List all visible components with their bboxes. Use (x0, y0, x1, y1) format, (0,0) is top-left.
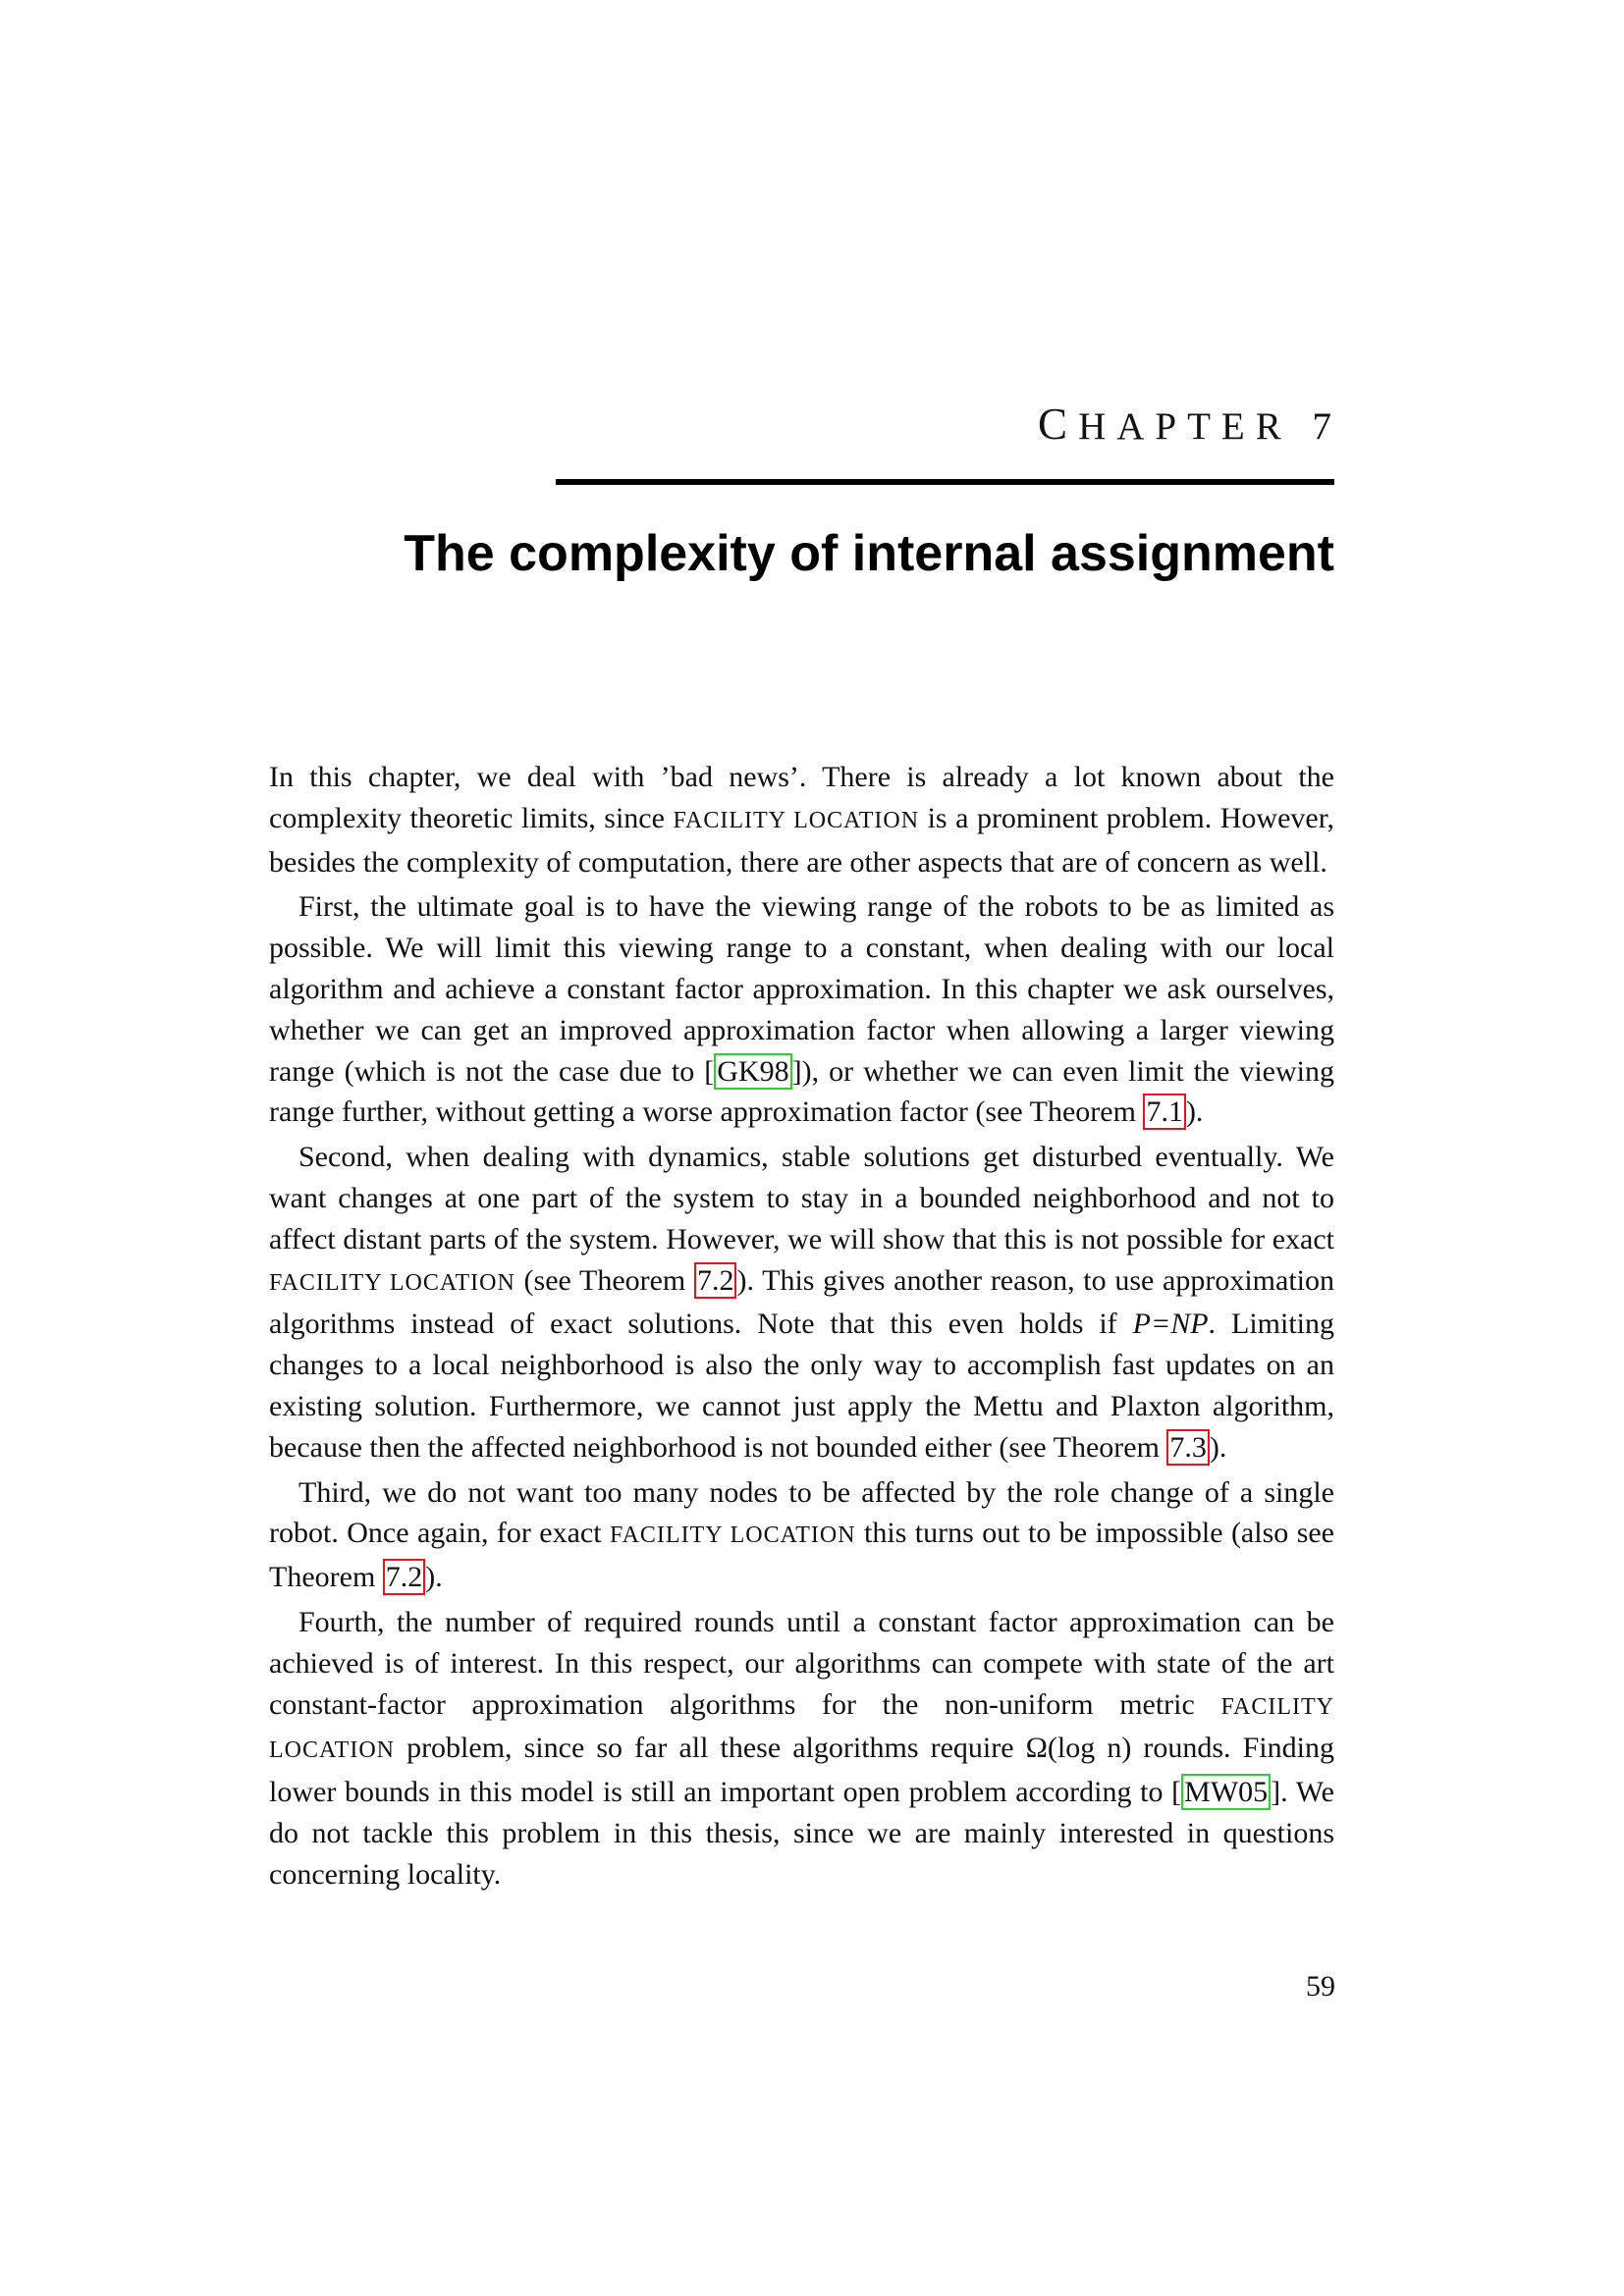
small-caps-term: FACILITY LOCATION (269, 1693, 1334, 1764)
citation-link-mw05[interactable]: MW05 (1181, 1774, 1271, 1810)
text-run: this turns out to be impossible (also see Theorem (269, 1517, 1334, 1594)
math-omega-log-n: Ω(log n) (1025, 1732, 1132, 1765)
chapter-label-word: HAPTER (1078, 405, 1292, 448)
small-caps-term: FACILITY LOCATION (673, 807, 920, 833)
text-run: In this chapter, we deal with ’bad news’. There is already a lot known about the complexity theoretic limits, since (269, 761, 1334, 834)
text-run: ). (1209, 1430, 1227, 1464)
text-run: First, the ultimate goal is to have the viewing range of the robots to be as limited as possible. We will limit this viewing range to a constant, when dealing with our local algorithm and achieve a constant factor approximation. In this chapter we ask ourselves, whether we can get an improved approximation factor when allowing a larger viewing range (which is not the case due to [ (269, 890, 1334, 1088)
text-run: is a prominent problem. However, besides the complexity of computation, there are other aspects that are of concern as well. (269, 801, 1334, 879)
text-run: problem, since so far all these algorithms require (395, 1732, 1026, 1765)
chapter-title: The complexity of internal assignment (404, 525, 1334, 582)
text-run: Third, we do not want too many nodes to be affected by the role change of a single robot. Once again, for exact (269, 1475, 1334, 1550)
theorem-link-7-2[interactable]: 7.2 (383, 1559, 426, 1595)
paragraph-2 (269, 886, 1334, 1133)
text-run: ). (1185, 1095, 1204, 1129)
chapter-divider (556, 479, 1334, 485)
math-p-equals-np: P=NP (1132, 1308, 1209, 1341)
text-run: . Limiting changes to a local neighborhood is also the only way to accomplish fast updates on an existing solution. Furthermore, we cannot just apply the Mettu and Plaxton algorithm, because then the affected neighborhood is not bounded either (see Theorem (269, 1308, 1334, 1464)
small-caps-term: FACILITY LOCATION (269, 1269, 515, 1296)
paragraph-5 (269, 1602, 1334, 1896)
paragraph-4 (269, 1472, 1334, 1598)
text-run: Fourth, the number of required rounds until a constant factor approximation can be achieved is of interest. In this respect, our algorithms can compete with state of the art constant-factor approximation algorithms for the non-uniform metric (269, 1605, 1334, 1721)
text-run: ]. We do not tackle this problem in this thesis, since we are mainly interested in questions concerning locality. (269, 1776, 1334, 1891)
paragraph-3 (269, 1137, 1334, 1468)
text-run: ). (425, 1561, 443, 1594)
text-run: (see Theorem (514, 1263, 694, 1297)
citation-link-gk98[interactable]: GK98 (714, 1053, 791, 1090)
text-run: rounds. Finding lower bounds in this model is still an important open problem according to [ (269, 1732, 1334, 1809)
chapter-label-initial: C (1038, 400, 1079, 449)
theorem-link-7-1[interactable]: 7.1 (1143, 1094, 1186, 1130)
chapter-body (269, 757, 1334, 1899)
small-caps-term: FACILITY LOCATION (610, 1522, 856, 1549)
text-run: ). This gives another reason, to use approximation algorithms instead of exact solutions. Note that this even holds if (269, 1263, 1334, 1341)
theorem-link-7-2[interactable]: 7.2 (694, 1262, 737, 1299)
text-run: ]), or whether we can even limit the viewing range further, without getting a worse approximation factor (see Theorem (269, 1054, 1334, 1129)
text-run: Second, when dealing with dynamics, stable solutions get disturbed eventually. We want changes at one part of the system to stay in a bounded neighborhood and not to affect distant parts of the system. However, we will show that this is not possible for exact (269, 1141, 1334, 1255)
theorem-link-7-3[interactable]: 7.3 (1166, 1429, 1210, 1466)
chapter-number: 7 (1312, 405, 1331, 448)
page-number: 59 (1306, 1970, 1335, 2002)
paragraph-1 (269, 757, 1334, 882)
chapter-label (1038, 402, 1331, 447)
